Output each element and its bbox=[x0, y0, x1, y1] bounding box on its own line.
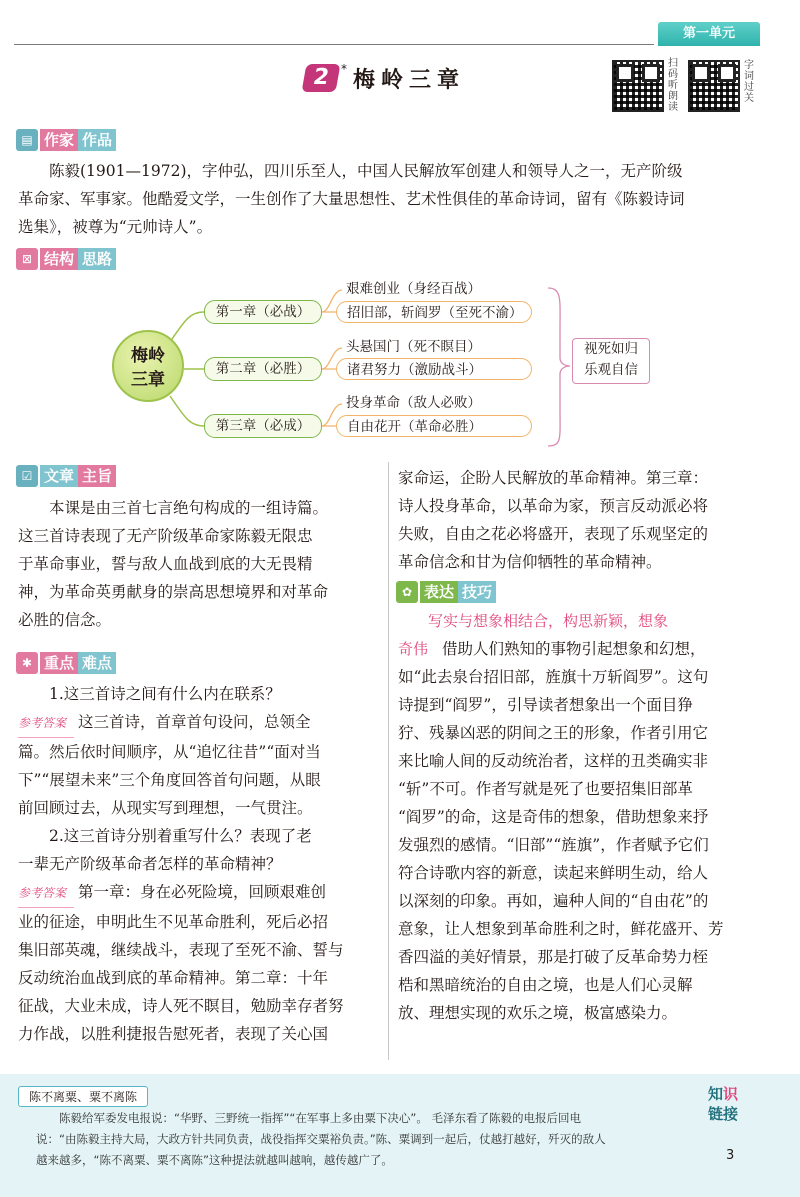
author-paragraph-cont bbox=[18, 185, 778, 241]
section-technique-header bbox=[396, 580, 496, 604]
text-line: 反动统治血战到底的革命精神。第二章：十年 bbox=[18, 969, 329, 987]
knowledge-text bbox=[36, 1108, 678, 1171]
text-line: 越来越多，“陈不离粟、粟不离陈”这种提法就越叫越响，越传越广了。 bbox=[36, 1153, 393, 1167]
section-label bbox=[40, 129, 116, 151]
leaf-node: 投身革命（敌人必败） bbox=[346, 395, 481, 411]
chapter-node-1: 第一章（必战） bbox=[204, 300, 322, 324]
question-2: 2.这三首诗分别着重写什么？表现了老 bbox=[49, 827, 312, 845]
mindmap-root bbox=[112, 330, 184, 402]
text-line: 本课是由三首七言绝句构成的一组诗篇。 bbox=[49, 499, 329, 517]
knowledge-link-badge bbox=[708, 1084, 752, 1128]
text-line: 陈毅(1901—1972)，字仲弘，四川乐至人，中国人民解放军创建人和领导人之一，无产阶级 bbox=[49, 162, 683, 180]
text-line: 放、理想实现的欢乐之境，极富感染力。 bbox=[398, 1004, 678, 1022]
text-line: 说：“由陈毅主持大局，大政方针共同负责，战役指挥交粟裕负责。”陈、粟调到一起后，仗越打越好，歼灭的敌人 bbox=[36, 1132, 606, 1146]
text-line: 这三首诗表现了无产阶级革命家陈毅无限忠 bbox=[18, 527, 313, 545]
reference-answer-tag: 参考答案 bbox=[18, 879, 74, 908]
section-label bbox=[420, 581, 496, 603]
text-line: 选集》，被尊为“元帅诗人”。 bbox=[18, 218, 213, 236]
answer-1-first-line bbox=[18, 708, 380, 738]
label-part-b: 技巧 bbox=[458, 581, 496, 603]
technique-highlight-end: 奇伟 bbox=[398, 640, 429, 658]
lesson-title: 梅岭三章 bbox=[353, 68, 466, 93]
label-part-b: 思路 bbox=[78, 248, 116, 270]
summary-line: 视死如归 bbox=[584, 341, 638, 357]
text-line: 以深刻的印象。再如，遍种人间的“自由花”的 bbox=[398, 892, 709, 910]
text-line: 集旧部英魂，继续战斗，表现了至死不渝、誓与 bbox=[18, 941, 344, 959]
flower-icon: ✿ bbox=[396, 581, 418, 603]
text-line: 来比喻人间的反动统治者，这样的丑类确实非 bbox=[398, 752, 709, 770]
label-part-a: 结构 bbox=[40, 248, 78, 270]
chapter-node-3: 第三章（必成） bbox=[204, 414, 322, 438]
technique-body bbox=[398, 607, 782, 1027]
right-column-continuation bbox=[398, 464, 782, 576]
text-line: 革命信念和甘为信仰牺牲的革命精神。 bbox=[398, 553, 662, 571]
text-line: 于革命事业，誓与敌人血战到底的大无畏精 bbox=[18, 555, 313, 573]
qr-code-icon[interactable] bbox=[688, 60, 740, 112]
book-icon: ▤ bbox=[16, 129, 38, 151]
leaf-node: 艰难创业（身经百战） bbox=[346, 281, 481, 297]
text-line: 业的征途，申明此生不见革命胜利，死后必招 bbox=[18, 913, 329, 931]
technique-first-line bbox=[398, 635, 782, 663]
text-line: 狞、残暴凶恶的阴间之王的形象，作者引用它 bbox=[398, 724, 709, 742]
structure-icon: ⊠ bbox=[16, 248, 38, 270]
text-line: 诗人投身革命，以革命为家，预言反动派必将 bbox=[398, 497, 709, 515]
section-label bbox=[40, 248, 116, 270]
badge-char: 识 bbox=[723, 1085, 739, 1103]
text-line: 第一章：身在必死险境，回顾艰难创 bbox=[78, 883, 327, 901]
question-2-cont: 一辈无产阶级革命者怎样的革命精神？ bbox=[18, 855, 282, 873]
label-part-b: 主旨 bbox=[78, 465, 116, 487]
knowledge-title: 陈不离粟、粟不离陈 bbox=[18, 1086, 148, 1107]
text-line: 下”“展望未来”三个角度回答首句问题，从眼 bbox=[18, 771, 321, 789]
label-part-a: 表达 bbox=[420, 581, 458, 603]
header-rule bbox=[14, 44, 654, 45]
section-structure-header bbox=[16, 247, 116, 271]
text-line: “阎罗”的命，这是奇伟的想象，借助想象来抒 bbox=[398, 808, 709, 826]
text-line: 必胜的信念。 bbox=[18, 611, 112, 629]
lesson-star: * bbox=[341, 62, 347, 76]
text-line: 陈毅给军委发电报说：“华野、三野统一指挥”“在军事上多由粟下决心”。 毛泽东看了陈毅的电报后回电 bbox=[59, 1111, 581, 1125]
text-line: 如“此去泉台招旧部，旌旗十万斩阎罗”。这句 bbox=[398, 668, 709, 686]
text-line: “斩”不可。作者写就是死了也要招集旧部革 bbox=[398, 780, 693, 798]
chapter-node-2: 第二章（必胜） bbox=[204, 357, 322, 381]
document-icon: ☑ bbox=[16, 465, 38, 487]
label-part-b: 作品 bbox=[78, 129, 116, 151]
text-line: 失败，自由之花必将盛开，表现了乐观坚定的 bbox=[398, 525, 709, 543]
lesson-number-badge: 2 bbox=[302, 64, 341, 92]
root-line: 梅岭 bbox=[131, 346, 165, 366]
section-keypoints-header bbox=[16, 651, 116, 675]
unit-tab: 第一单元 bbox=[658, 22, 760, 46]
page-number: 3 bbox=[726, 1148, 735, 1163]
badge-char: 链 bbox=[708, 1105, 724, 1123]
text-line: 意象，让人想象到革命胜利之时，鲜花盛开、芳 bbox=[398, 920, 724, 938]
badge-char: 知 bbox=[708, 1085, 724, 1103]
text-line: 符合诗歌内容的新意，读起来鲜明生动，给人 bbox=[398, 864, 709, 882]
text-line: 征战，大业未成，诗人死不瞑目，勉励幸存者努 bbox=[18, 997, 344, 1015]
summary-line: 乐观自信 bbox=[584, 362, 638, 378]
label-part-a: 作家 bbox=[40, 129, 78, 151]
text-line: 这三首诗，首章首句设问，总领全 bbox=[78, 713, 311, 731]
leaf-node: 诸君努力（激励战斗） bbox=[336, 358, 532, 380]
leaf-node: 头悬国门（死不瞑目） bbox=[346, 339, 481, 355]
section-label bbox=[40, 465, 116, 487]
author-paragraph bbox=[18, 157, 778, 185]
text-line: 革命家、军事家。他酷爱文学，一生创作了大量思想性、艺术性俱佳的革命诗词，留有《陈毅诗词 bbox=[18, 190, 685, 208]
text-line: 发强烈的感情。“旧部”“旌旗”，作者赋予它们 bbox=[398, 836, 709, 854]
qr-code-icon[interactable] bbox=[612, 60, 664, 112]
qr-label-words: 字词过关 bbox=[744, 60, 754, 104]
reference-answer-tag: 参考答案 bbox=[18, 709, 74, 738]
text-line: 篇。然后依时间顺序，从“追忆往昔”“面对当 bbox=[18, 743, 321, 761]
section-author-header bbox=[16, 128, 116, 152]
badge-char: 接 bbox=[723, 1105, 739, 1123]
text-line: 诗提到“阎罗”，引导读者想象出一个面目狰 bbox=[398, 696, 693, 714]
label-part-b: 难点 bbox=[78, 652, 116, 674]
question-1: 1.这三首诗之间有什么内在联系？ bbox=[49, 685, 281, 703]
mindmap-summary bbox=[572, 338, 650, 384]
answer-2-first-line bbox=[18, 878, 380, 908]
theme-paragraph bbox=[18, 494, 380, 634]
text-line: 前回顾过去，从现实写到理想，一气贯注。 bbox=[18, 799, 313, 817]
column-divider bbox=[388, 462, 389, 1060]
technique-highlight: 写实与想象相结合，构思新颖，想象 bbox=[428, 612, 669, 630]
text-line: 力作战，以胜利捷报告慰死者，表现了关心国 bbox=[18, 1025, 329, 1043]
section-label bbox=[40, 652, 116, 674]
leaf-node: 自由花开（革命必胜） bbox=[336, 415, 532, 437]
root-line: 三章 bbox=[131, 370, 165, 390]
text-line: 家命运，企盼人民解放的革命精神。第三章： bbox=[398, 469, 709, 487]
sparkle-icon: ✱ bbox=[16, 652, 38, 674]
label-part-a: 文章 bbox=[40, 465, 78, 487]
text-line: 借助人们熟知的事物引起想象和幻想， bbox=[442, 640, 706, 658]
text-line: 梏和黑暗统治的自由之境，也是人们心灵解 bbox=[398, 976, 693, 994]
qr-label-listen: 扫码听朗读 bbox=[668, 58, 678, 113]
keypoints-body bbox=[18, 680, 380, 1048]
leaf-node: 招旧部，斩阎罗（至死不渝） bbox=[336, 301, 532, 323]
label-part-a: 重点 bbox=[40, 652, 78, 674]
text-line: 神，为革命英勇献身的崇高思想境界和对革命 bbox=[18, 583, 329, 601]
section-theme-header bbox=[16, 464, 116, 488]
text-line: 香四溢的美好情景，那是打破了反革命势力桎 bbox=[398, 948, 709, 966]
